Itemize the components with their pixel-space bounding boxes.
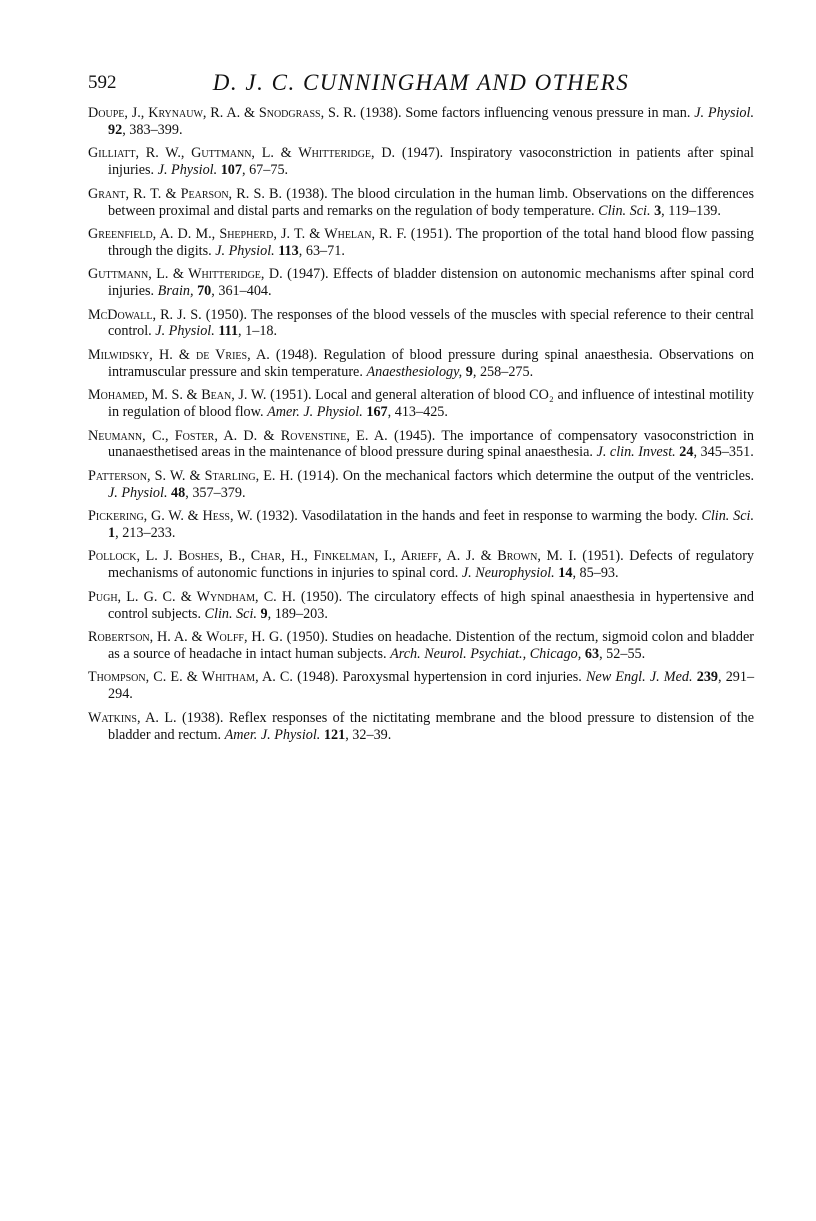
reference-entry [88, 347, 754, 381]
ref-title: The proportion of the total hand blood flow passing through the digits. [108, 225, 754, 259]
ref-pages: , 52–55. [599, 645, 646, 662]
ref-pages: , 357–379. [185, 484, 246, 501]
reference-entry [88, 145, 754, 179]
ref-year: (1951). [582, 548, 624, 565]
ref-title: On the mechanical factors which determine the output of the ventricles. [342, 467, 755, 484]
ref-authors: Greenfield, A. D. M., Shepherd, J. T. & Whelan, R. F. [88, 225, 407, 242]
ref-year: (1945). [393, 427, 436, 444]
ref-title: Studies on headache. Distention of the rectum, sigmoid colon and bladder as a source of headache in intact human subjects. [108, 629, 755, 662]
ref-volume: 92 [108, 121, 123, 138]
ref-year: (1938). [182, 709, 224, 726]
ref-year: (1948). [297, 669, 339, 686]
ref-year: (1948). [275, 346, 318, 363]
ref-pages: , 119–139. [661, 202, 721, 219]
ref-pages: , 63–71. [298, 242, 345, 259]
ref-volume: 3 [654, 202, 662, 219]
ref-year: (1914). [297, 467, 339, 484]
reference-entry [88, 508, 754, 542]
ref-year: (1938). [360, 105, 402, 121]
page-header [88, 70, 754, 106]
ref-volume: 121 [323, 726, 346, 743]
reference-entry [88, 186, 754, 220]
ref-authors: Gilliatt, R. W., Guttmann, L. & Whitteridge, D. [88, 145, 396, 162]
ref-authors: Thompson, C. E. & Whitham, A. C. [88, 669, 293, 686]
reference-entry [88, 548, 754, 582]
ref-authors: Neumann, C., Foster, A. D. & Rovenstine, E. A. [88, 427, 388, 444]
ref-title: Regulation of blood pressure during spinal anaesthesia. Observations on intramuscular pressure and skin temperature. [108, 346, 755, 380]
ref-journal: Clin. Sci. [701, 508, 754, 525]
ref-pages: , 383–399. [122, 121, 183, 138]
reference-entry [88, 669, 754, 703]
ref-title: Effects of bladder distension on autonomic mechanisms after spinal cord injuries. [108, 266, 754, 300]
page-number: 592 [88, 72, 117, 93]
ref-authors: Grant, R. T. & Pearson, R. S. B. [88, 185, 283, 202]
ref-year: (1932). [256, 508, 298, 525]
ref-volume: 70 [197, 283, 212, 300]
ref-pages: , 258–275. [472, 363, 534, 380]
ref-authors: Pollock, L. J. Boshes, B., Char, H., Finkelman, I., Arieff, A. J. & Brown, M. I. [88, 548, 577, 565]
ref-pages: , 413–425. [387, 404, 448, 421]
ref-volume: 107 [220, 162, 242, 179]
ref-authors: Pugh, L. G. C. & Wyndham, C. H. [88, 588, 296, 605]
ref-volume: 9 [260, 605, 268, 622]
reference-list [88, 105, 754, 750]
ref-title: Some factors influencing venous pressure in man. [405, 105, 691, 121]
ref-year: (1938). [286, 185, 328, 202]
ref-year: (1950). [286, 629, 329, 646]
ref-volume: 111 [218, 323, 239, 340]
reference-entry [88, 428, 754, 462]
ref-pages: , 1–18. [238, 323, 278, 340]
ref-title: The responses of the blood vessels of the muscles with special reference to their central control. [108, 306, 754, 340]
ref-year: (1951). [410, 225, 453, 242]
ref-year: (1947). [401, 145, 444, 162]
reference-entry [88, 468, 754, 502]
ref-volume: 1 [108, 525, 116, 542]
ref-year: (1951). [270, 387, 312, 404]
reference-entry [88, 105, 754, 139]
reference-entry [88, 629, 754, 663]
reference-entry [88, 710, 754, 744]
ref-journal: Clin. Sci. [598, 202, 651, 219]
ref-volume: 239 [696, 669, 718, 686]
ref-title: The blood circulation in the human limb. Observations on the differences between proximal and distal parts and remarks on the regulation of body temperature. [108, 185, 754, 219]
ref-journal: Arch. Neurol. Psychiat., Chicago, [390, 645, 582, 662]
ref-year: (1950). [300, 588, 343, 605]
ref-authors: Robertson, H. A. & Wolff, H. G. [88, 629, 283, 646]
ref-title: The importance of compensatory vasoconstriction in unanaesthetised areas in the maintenance of blood pressure during spinal anaesthesia. [108, 427, 754, 461]
ref-journal: Amer. J. Physiol. [224, 726, 321, 743]
ref-volume: 167 [366, 404, 388, 421]
ref-title: Paroxysmal hypertension in cord injuries. [342, 669, 582, 686]
ref-volume: 48 [171, 484, 186, 501]
ref-title: Local and general alteration of blood CO₂ and influence of intestinal motility in regulation of blood flow. [108, 387, 755, 421]
ref-title: Inspiratory vasoconstriction in patients after spinal injuries. [108, 145, 754, 179]
ref-volume: 113 [278, 242, 299, 259]
ref-authors: Mohamed, M. S. & Bean, J. W. [88, 387, 267, 404]
ref-authors: Milwidsky, H. & de Vries, A. [88, 346, 270, 363]
ref-journal: J. Physiol. [155, 323, 215, 340]
ref-journal: J. clin. Invest. [596, 444, 676, 461]
ref-authors: Pickering, G. W. & Hess, W. [88, 508, 253, 525]
ref-journal: Clin. Sci. [204, 605, 257, 622]
running-head: D. J. C. CUNNINGHAM AND OTHERS [212, 70, 630, 95]
ref-pages: , 32–39. [345, 726, 392, 743]
ref-title: The circulatory effects of high spinal anaesthesia in hypertensive and control subjects. [108, 588, 755, 622]
ref-title: Reflex responses of the nictitating membrane and the blood pressure to distension of the bladder and rectum. [108, 709, 755, 743]
ref-volume: 24 [679, 444, 694, 461]
ref-pages: , 67–75. [241, 162, 289, 179]
reference-entry [88, 266, 754, 300]
ref-authors: Guttmann, L. & Whitteridge, D. [88, 266, 283, 283]
ref-title: Vasodilatation in the hands and feet in response to warming the body. [301, 508, 698, 525]
ref-year: (1950). [205, 306, 248, 323]
ref-year: (1947). [287, 266, 329, 283]
reference-entry [88, 226, 754, 260]
ref-journal: New Engl. J. Med. [585, 669, 693, 686]
ref-pages: , 345–351. [693, 444, 754, 461]
ref-pages: , 189–203. [267, 605, 328, 622]
reference-entry [88, 307, 754, 341]
ref-journal: Anaesthesiology, [366, 363, 463, 380]
reference-entry [88, 387, 754, 421]
ref-authors: Doupe, J., Krynauw, R. A. & Snodgrass, S. R. [88, 105, 357, 121]
ref-title: Defects of regulatory mechanisms of autonomic functions in injuries to spinal cord. [108, 548, 755, 582]
ref-pages: , 85–93. [572, 565, 619, 582]
ref-volume: 14 [558, 565, 573, 582]
ref-pages: , 213–233. [115, 525, 176, 542]
ref-journal: Brain, [157, 283, 194, 300]
reference-entry [88, 589, 754, 623]
ref-pages: , 291–294. [108, 669, 755, 703]
ref-journal: J. Physiol. [108, 484, 168, 501]
ref-journal: J. Neurophysiol. [461, 565, 555, 582]
ref-journal: J. Physiol. [215, 242, 275, 259]
ref-authors: Patterson, S. W. & Starling, E. H. [88, 467, 294, 484]
ref-authors: Watkins, A. L. [88, 709, 177, 726]
ref-journal: Amer. J. Physiol. [267, 404, 363, 421]
ref-pages: , 361–404. [211, 283, 272, 300]
ref-volume: 9 [465, 363, 473, 380]
ref-authors: McDowall, R. J. S. [88, 306, 202, 323]
ref-journal: J. Physiol. [157, 162, 218, 179]
ref-journal: J. Physiol. [694, 105, 755, 121]
ref-volume: 63 [584, 645, 600, 662]
